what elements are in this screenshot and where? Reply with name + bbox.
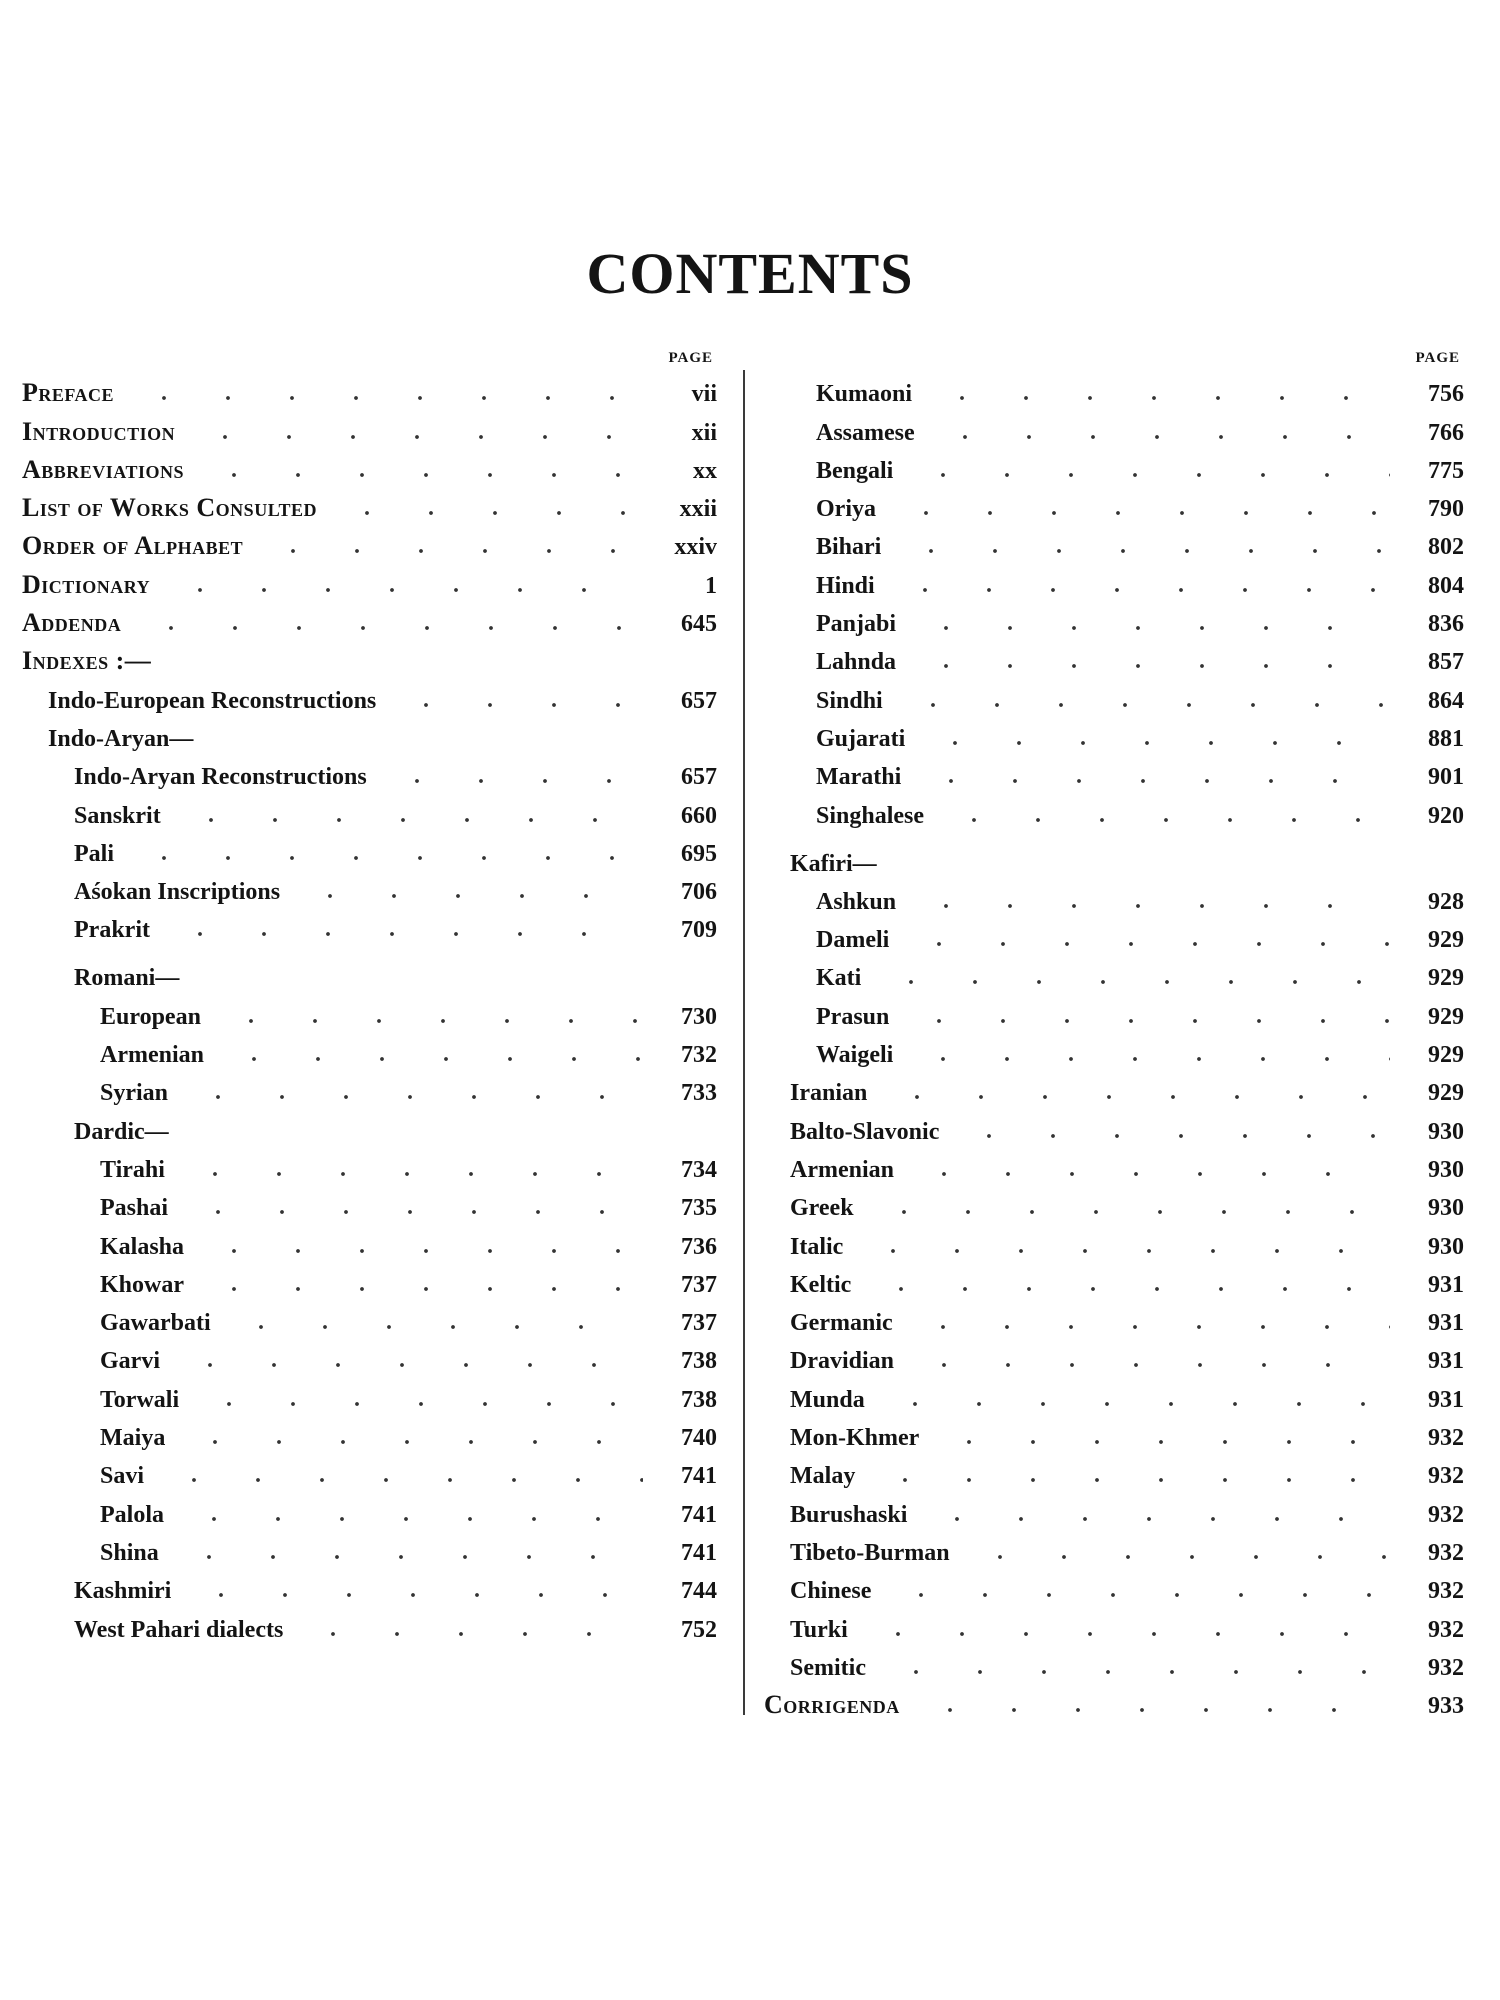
entry-page-number: 928 — [1428, 888, 1464, 915]
entry-label: Preface — [22, 378, 115, 408]
contents-entry — [22, 676, 717, 714]
dot-leader — [168, 931, 643, 937]
dot-leader — [893, 587, 1390, 593]
entry-page-number: 756 — [1428, 381, 1464, 408]
entry-page-number: 932 — [1428, 1463, 1464, 1490]
entry-label: Dictionary — [22, 569, 151, 599]
entry-label: Panjabi — [816, 611, 897, 638]
contents-entry — [764, 715, 1464, 753]
dot-leader — [914, 663, 1390, 669]
entry-page-number: 736 — [681, 1233, 717, 1260]
column-divider — [743, 370, 745, 1715]
dot-leader — [914, 903, 1390, 909]
contents-entry — [764, 1337, 1464, 1375]
contents-entry — [22, 485, 717, 523]
entry-label: Indo-European Reconstructions — [48, 687, 377, 714]
contents-entry — [22, 1567, 717, 1605]
contents-list-left — [22, 370, 717, 1644]
entry-page-number: 733 — [681, 1080, 717, 1107]
contents-entry — [764, 1184, 1464, 1222]
entry-page-number: 706 — [681, 879, 717, 906]
entry-page-number: 932 — [1428, 1501, 1464, 1528]
entry-page-number: xxii — [679, 496, 717, 523]
contents-entry — [22, 561, 717, 599]
entry-page-number: 804 — [1428, 572, 1464, 599]
dot-leader — [901, 702, 1390, 708]
dot-leader — [912, 1362, 1390, 1368]
contents-entry — [764, 1261, 1464, 1299]
entry-page-number: 695 — [681, 840, 717, 867]
entry-label: Maiya — [100, 1425, 166, 1452]
entry-page-number: 737 — [681, 1271, 717, 1298]
entry-page-number: 738 — [681, 1386, 717, 1413]
contents-entry — [22, 830, 717, 868]
contents-entry — [764, 523, 1464, 561]
entry-label: Khowar — [100, 1271, 184, 1298]
contents-entry — [22, 1031, 717, 1069]
entry-label: Abbreviations — [22, 454, 184, 484]
dot-leader — [899, 548, 1390, 554]
dot-leader — [177, 1554, 643, 1560]
entry-label: Kumaoni — [816, 381, 913, 408]
contents-entry — [764, 830, 1464, 878]
entry-label: Kalasha — [100, 1233, 185, 1260]
dot-leader — [873, 1477, 1390, 1483]
contents-entry — [22, 944, 717, 992]
entry-label: Armenian — [790, 1156, 894, 1183]
contents-entry — [764, 1069, 1464, 1107]
entry-label: Waigeli — [816, 1042, 894, 1069]
entry-label: European — [100, 1003, 201, 1030]
entry-page-number: 657 — [681, 687, 717, 714]
entry-page-number: 930 — [1428, 1195, 1464, 1222]
entry-page-number: 734 — [681, 1156, 717, 1183]
contents-entry — [22, 408, 717, 446]
entry-page-number: 709 — [681, 917, 717, 944]
entry-label: Singhalese — [816, 802, 925, 829]
contents-entry — [764, 1146, 1464, 1184]
contents-entry — [764, 1299, 1464, 1337]
entry-label: Semitic — [790, 1654, 866, 1681]
contents-entry — [764, 1605, 1464, 1643]
entry-label: Armenian — [100, 1042, 204, 1069]
contents-entry — [22, 1490, 717, 1528]
entry-label: Keltic — [790, 1271, 852, 1298]
contents-list-right — [764, 370, 1464, 1720]
contents-entry — [22, 715, 717, 753]
entry-page-number: 901 — [1428, 764, 1464, 791]
dot-leader — [168, 587, 643, 593]
dot-leader — [923, 740, 1390, 746]
dot-leader — [957, 1133, 1390, 1139]
contents-entry — [22, 1184, 717, 1222]
entry-page-number: 933 — [1428, 1693, 1464, 1720]
dot-leader — [869, 1286, 1390, 1292]
dot-leader — [937, 1439, 1390, 1445]
entry-page-number: xxiv — [674, 534, 717, 561]
entry-page-number: 931 — [1428, 1310, 1464, 1337]
entry-label: Gawarbati — [100, 1310, 211, 1337]
entry-page-number: 645 — [681, 611, 717, 638]
contents-entry — [764, 408, 1464, 446]
entry-label: Kafiri— — [790, 850, 877, 877]
dot-leader — [930, 395, 1390, 401]
dot-leader — [894, 510, 1390, 516]
entry-label: Italic — [790, 1233, 844, 1260]
entry-page-number: 932 — [1428, 1654, 1464, 1681]
entry-page-number: 931 — [1428, 1348, 1464, 1375]
entry-label: Dravidian — [790, 1348, 895, 1375]
contents-entry — [22, 1261, 717, 1299]
entry-page-number: 864 — [1428, 687, 1464, 714]
entry-label: Addenda — [22, 608, 122, 638]
dot-leader — [968, 1554, 1390, 1560]
contents-entry — [764, 753, 1464, 791]
entry-label: Aśokan Inscriptions — [74, 879, 281, 906]
entry-page-number: 741 — [681, 1501, 717, 1528]
dot-leader — [132, 855, 643, 861]
dot-leader — [335, 510, 643, 516]
contents-entry — [22, 1299, 717, 1337]
contents-entry — [764, 1414, 1464, 1452]
dot-leader — [879, 979, 1390, 985]
entry-page-number: 660 — [681, 802, 717, 829]
contents-entry — [22, 1375, 717, 1413]
page-title: CONTENTS — [586, 241, 914, 306]
entry-label: Dardic— — [74, 1118, 169, 1145]
contents-entry — [764, 1682, 1464, 1720]
entry-page-number: 857 — [1428, 649, 1464, 676]
contents-entry — [22, 600, 717, 638]
contents-entry — [764, 954, 1464, 992]
dot-leader — [202, 1286, 643, 1292]
entry-label: Introduction — [22, 416, 176, 446]
entry-label: Lahnda — [816, 649, 897, 676]
contents-entry — [764, 878, 1464, 916]
entry-label: List of Works Consulted — [22, 493, 318, 523]
contents-entry — [764, 447, 1464, 485]
entry-label: West Pahari dialects — [74, 1616, 284, 1643]
entry-page-number: 735 — [681, 1195, 717, 1222]
contents-entry — [22, 447, 717, 485]
entry-label: Turki — [790, 1616, 848, 1643]
dot-leader — [884, 1669, 1390, 1675]
contents-entry — [764, 1375, 1464, 1413]
dot-leader — [885, 1094, 1390, 1100]
contents-entry — [22, 638, 717, 676]
contents-entry — [22, 753, 717, 791]
entry-page-number: 932 — [1428, 1539, 1464, 1566]
dot-leader — [914, 625, 1390, 631]
entry-label: Indo-Aryan Reconstructions — [74, 764, 367, 791]
entry-label: Palola — [100, 1501, 164, 1528]
entry-label: Savi — [100, 1463, 145, 1490]
entry-label: Malay — [790, 1463, 856, 1490]
entry-page-number: 930 — [1428, 1118, 1464, 1145]
page-column-heading: PAGE — [1415, 350, 1460, 366]
entry-page-number: 741 — [681, 1539, 717, 1566]
entry-label: Shina — [100, 1539, 159, 1566]
dot-leader — [889, 1592, 1390, 1598]
dot-leader — [907, 1018, 1390, 1024]
entry-label: Order of Alphabet — [22, 531, 244, 561]
contents-column-right — [764, 350, 1464, 1720]
contents-entry — [22, 1222, 717, 1260]
contents-entry — [22, 906, 717, 944]
entry-page-number: xx — [693, 457, 717, 484]
dot-leader — [861, 1248, 1390, 1254]
contents-entry — [764, 638, 1464, 676]
entry-page-number: 929 — [1428, 1080, 1464, 1107]
dot-leader — [186, 1094, 643, 1100]
contents-entry — [764, 1529, 1464, 1567]
entry-label: Bihari — [816, 534, 882, 561]
entry-label: Iranian — [790, 1080, 868, 1107]
dot-leader — [907, 941, 1390, 947]
entry-page-number: 932 — [1428, 1616, 1464, 1643]
contents-entry — [764, 676, 1464, 714]
entry-label: Sindhi — [816, 687, 883, 714]
entry-page-number: 775 — [1428, 457, 1464, 484]
entry-label: Indo-Aryan— — [48, 725, 194, 752]
entry-label: Oriya — [816, 496, 876, 523]
entry-label: Sanskrit — [74, 802, 161, 829]
dot-leader — [301, 1631, 643, 1637]
dot-leader — [394, 702, 643, 708]
entry-label: Kati — [816, 965, 862, 992]
entry-page-number: 929 — [1428, 1003, 1464, 1030]
entry-label: Gujarati — [816, 725, 906, 752]
entry-label: Prasun — [816, 1003, 890, 1030]
entry-page-number: 766 — [1428, 419, 1464, 446]
entry-page-number: 732 — [681, 1042, 717, 1069]
entry-label: Burushaski — [790, 1501, 908, 1528]
contents-entry — [764, 1031, 1464, 1069]
contents-entry — [764, 1222, 1464, 1260]
entry-page-number: 752 — [681, 1616, 717, 1643]
contents-entry — [764, 561, 1464, 599]
entry-label: Greek — [790, 1195, 854, 1222]
dot-leader — [385, 778, 643, 784]
dot-leader — [911, 1324, 1390, 1330]
dot-leader — [183, 1439, 643, 1445]
entry-label: Kashmiri — [74, 1578, 172, 1605]
contents-entry — [764, 1490, 1464, 1528]
entry-page-number: 657 — [681, 764, 717, 791]
contents-entry — [764, 992, 1464, 1030]
entry-label: Prakrit — [74, 917, 150, 944]
entry-page-number: 932 — [1428, 1578, 1464, 1605]
entry-label: Indexes :— — [22, 646, 152, 676]
dot-leader — [261, 548, 643, 554]
dot-leader — [872, 1209, 1390, 1215]
entry-label: Mon-Khmer — [790, 1425, 920, 1452]
dot-leader — [925, 1516, 1390, 1522]
entry-label: Balto-Slavonic — [790, 1118, 940, 1145]
dot-leader — [942, 817, 1390, 823]
entry-label: Munda — [790, 1386, 865, 1413]
dot-leader — [219, 1018, 643, 1024]
entry-label: Tibeto-Burman — [790, 1539, 950, 1566]
dot-leader — [162, 1477, 643, 1483]
entry-page-number: 930 — [1428, 1156, 1464, 1183]
dot-leader — [883, 1401, 1390, 1407]
entry-label: Romani— — [74, 965, 180, 992]
contents-entry — [22, 1107, 717, 1145]
entry-label: Chinese — [790, 1578, 872, 1605]
entry-page-number: 1 — [705, 572, 717, 599]
entry-page-number: xii — [691, 419, 717, 446]
dot-leader — [183, 1171, 643, 1177]
contents-entry — [22, 1605, 717, 1643]
entry-page-number: 929 — [1428, 927, 1464, 954]
contents-entry — [764, 791, 1464, 829]
entry-page-number: 737 — [681, 1310, 717, 1337]
contents-entry — [764, 1567, 1464, 1605]
dot-leader — [866, 1631, 1390, 1637]
dot-leader — [179, 817, 643, 823]
dot-leader — [189, 1592, 643, 1598]
entry-page-number: 738 — [681, 1348, 717, 1375]
contents-column-left — [22, 350, 717, 1644]
contents-entry — [22, 1452, 717, 1490]
entry-page-number: 741 — [681, 1463, 717, 1490]
entry-page-number: vii — [691, 381, 717, 408]
entry-label: Ashkun — [816, 888, 897, 915]
dot-leader — [933, 434, 1390, 440]
dot-leader — [229, 1324, 643, 1330]
dot-leader — [197, 1401, 643, 1407]
contents-entry — [764, 916, 1464, 954]
dot-leader — [202, 1248, 643, 1254]
contents-entry — [22, 868, 717, 906]
dot-leader — [132, 395, 643, 401]
entry-page-number: 744 — [681, 1578, 717, 1605]
entry-label: Syrian — [100, 1080, 169, 1107]
entry-page-number: 932 — [1428, 1425, 1464, 1452]
entry-label: Dameli — [816, 927, 890, 954]
dot-leader — [911, 472, 1390, 478]
dot-leader — [139, 625, 643, 631]
dot-leader — [182, 1516, 643, 1522]
contents-entry — [22, 992, 717, 1030]
contents-entry — [22, 791, 717, 829]
entry-label: Tirahi — [100, 1156, 165, 1183]
entry-page-number: 929 — [1428, 1042, 1464, 1069]
contents-entry — [764, 370, 1464, 408]
contents-entry — [22, 1146, 717, 1184]
entry-label: Bengali — [816, 457, 894, 484]
contents-entry — [22, 1337, 717, 1375]
contents-entry — [764, 1644, 1464, 1682]
dot-leader — [911, 1056, 1390, 1062]
dot-leader — [186, 1209, 643, 1215]
entry-page-number: 931 — [1428, 1386, 1464, 1413]
entry-label: Assamese — [816, 419, 915, 446]
contents-entry — [764, 1107, 1464, 1145]
dot-leader — [222, 1056, 643, 1062]
entry-page-number: 740 — [681, 1425, 717, 1452]
contents-entry — [22, 1414, 717, 1452]
dot-leader — [919, 778, 1390, 784]
contents-entry — [764, 1452, 1464, 1490]
contents-entry — [22, 523, 717, 561]
entry-page-number: 920 — [1428, 802, 1464, 829]
entry-label: Marathi — [816, 764, 902, 791]
entry-label: Pashai — [100, 1195, 169, 1222]
entry-page-number: 730 — [681, 1003, 717, 1030]
entry-page-number: 802 — [1428, 534, 1464, 561]
entry-page-number: 930 — [1428, 1233, 1464, 1260]
page-column-heading: PAGE — [668, 350, 713, 366]
dot-leader — [918, 1707, 1390, 1713]
dot-leader — [912, 1171, 1390, 1177]
contents-entry — [22, 1069, 717, 1107]
entry-page-number: 790 — [1428, 496, 1464, 523]
contents-entry — [764, 485, 1464, 523]
entry-label: Hindi — [816, 572, 875, 599]
dot-leader — [193, 434, 643, 440]
contents-entry — [22, 1529, 717, 1567]
entry-page-number: 836 — [1428, 611, 1464, 638]
entry-page-number: 881 — [1428, 725, 1464, 752]
dot-leader — [298, 893, 643, 899]
contents-entry — [22, 370, 717, 408]
contents-entry — [764, 600, 1464, 638]
entry-label: Corrigenda — [764, 1690, 900, 1720]
entry-label: Garvi — [100, 1348, 160, 1375]
dot-leader — [178, 1362, 643, 1368]
entry-label: Pali — [74, 840, 114, 867]
entry-label: Germanic — [790, 1310, 893, 1337]
entry-page-number: 929 — [1428, 965, 1464, 992]
entry-page-number: 931 — [1428, 1271, 1464, 1298]
dot-leader — [202, 472, 643, 478]
entry-label: Torwali — [100, 1386, 180, 1413]
